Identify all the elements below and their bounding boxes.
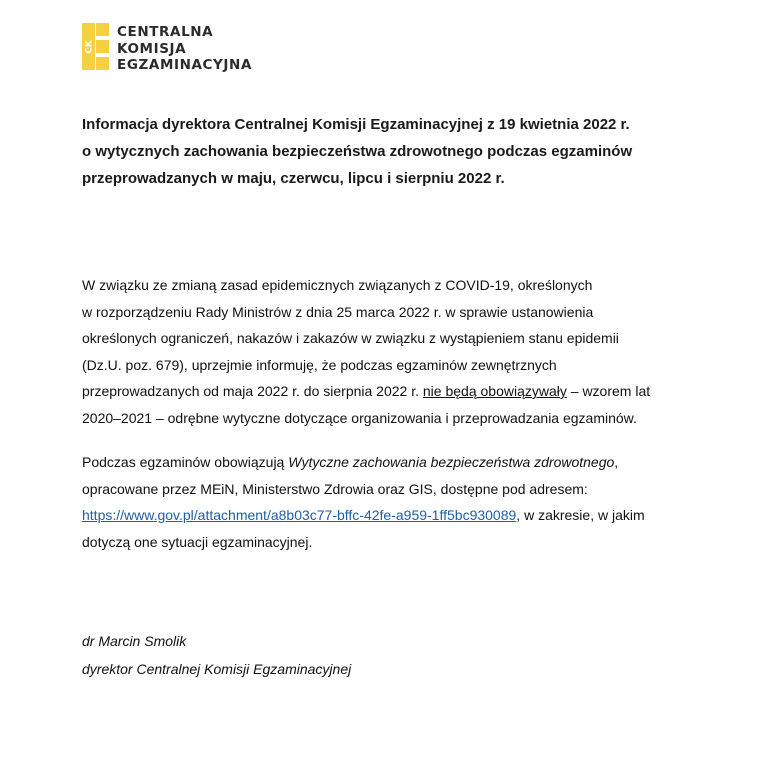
p1-line-4: (Dz.U. poz. 679), uprzejmie informuję, że podczas egzaminów zewnętrznych <box>82 356 557 373</box>
wordmark-line-3: EGZAMINACYJNA <box>117 57 252 73</box>
p2-line-4: dotyczą one sytuacji egzaminacyjnej. <box>82 533 313 550</box>
paragraph-guidelines <box>82 449 742 555</box>
signature-block <box>82 627 351 683</box>
guidelines-title: Wytyczne zachowania bezpieczeństwa zdrowotnego <box>288 454 615 470</box>
p1-line-5 <box>82 378 742 405</box>
signatory-name: dr Marcin Smolik <box>82 633 187 649</box>
cke-logo-mark <box>82 23 109 70</box>
p1-line-6: 2020–2021 – odrębne wytyczne dotyczące organizowania i przeprowadzania egzaminów. <box>82 409 637 426</box>
title-line-3: przeprowadzanych w maju, czerwcu, lipcu i sierpniu 2022 r. <box>82 170 505 187</box>
underlined-phrase: nie będą obowiązywały <box>422 383 567 399</box>
p1-line-1: W związku ze zmianą zasad epidemicznych związanych z COVID-19, określonych <box>82 277 593 293</box>
p2-line-2: opracowane przez MEiN, Ministerstwo Zdrowia oraz GIS, dostępne pod adresem: <box>82 480 588 497</box>
p2-line-1 <box>82 449 742 476</box>
document-title <box>82 111 722 192</box>
title-line-1: Informacja dyrektora Centralnej Komisji Egzaminacyjnej z 19 kwietnia 2022 r. <box>82 116 630 133</box>
cke-mark-letters: CK <box>84 40 95 54</box>
p1-line-3: określonych ograniczeń, nakazów i zakazów w związku z wystąpieniem stanu epidemii <box>82 330 619 346</box>
p1-line-5-start: przeprowadzanych od maja 2022 r. do sierpnia 2022 r. <box>82 383 423 399</box>
p1-line-5-end: – wzorem lat <box>566 383 651 399</box>
p2-line-1-start: Podczas egzaminów obowiązują <box>82 454 289 470</box>
p2-line-3 <box>82 502 742 529</box>
p2-line-1-end: , <box>614 454 619 470</box>
guidelines-link[interactable]: https://www.gov.pl/attachment/a8b03c77-bffc-42fe-a959-1ff5bc930089 <box>82 507 517 523</box>
p1-line-2: w rozporządzeniu Rady Ministrów z dnia 25 marca 2022 r. w sprawie ustanowienia <box>82 303 594 320</box>
title-line-2: o wytycznych zachowania bezpieczeństwa zdrowotnego podczas egzaminów <box>82 143 633 160</box>
cke-logo <box>82 23 252 74</box>
cke-wordmark <box>117 24 252 74</box>
cke-emblem-icon <box>82 23 109 70</box>
signatory-role: dyrektor Centralnej Komisji Egzaminacyjnej <box>82 661 352 677</box>
wordmark-line-2: KOMISJA <box>117 40 187 57</box>
p2-line-3-end: , w zakresie, w jakim <box>516 507 645 523</box>
wordmark-line-1: CENTRALNA <box>117 24 214 40</box>
paragraph-covid-rules <box>82 272 742 431</box>
